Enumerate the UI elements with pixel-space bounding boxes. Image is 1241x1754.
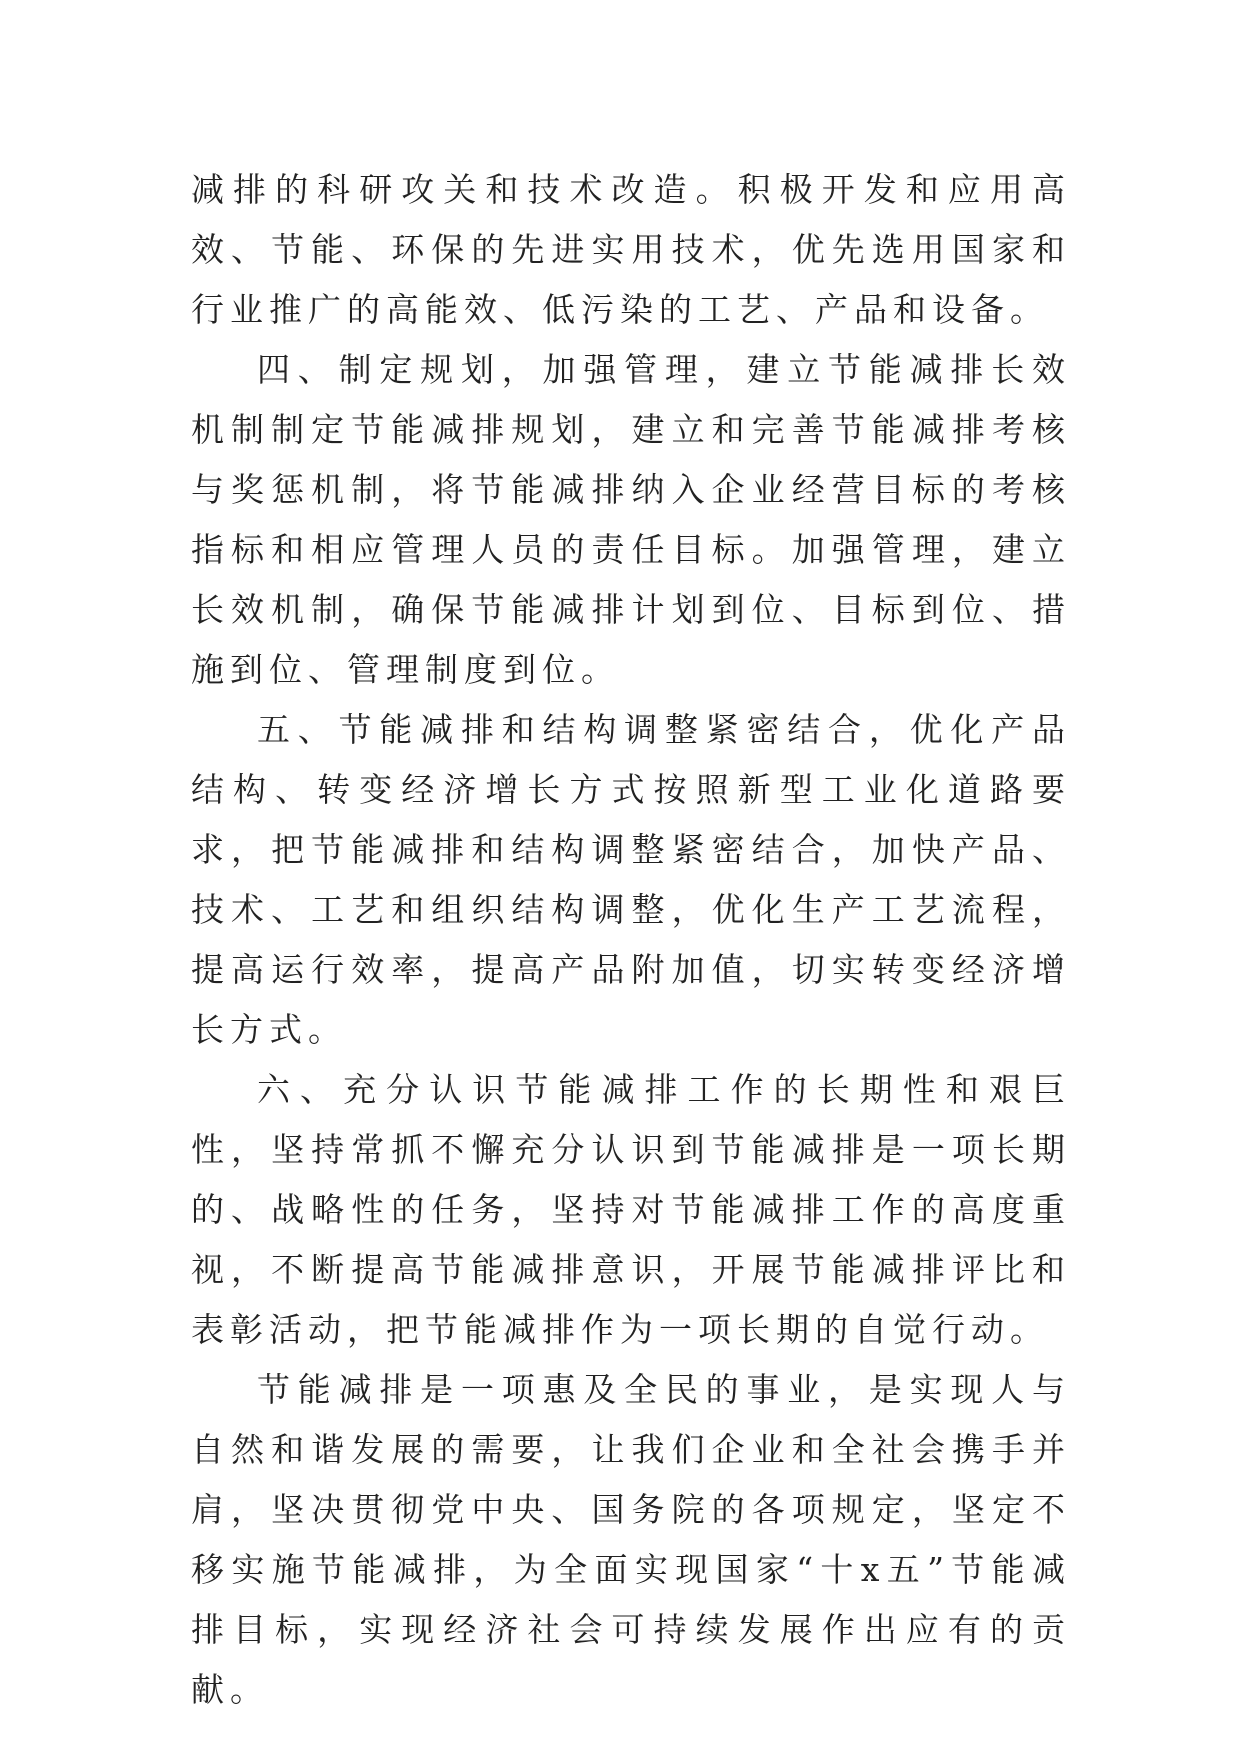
- paragraph-conclusion: 节能减排是一项惠及全民的事业，是实现人与自然和谐发展的需要，让我们企业和全社会携手并肩，坚决贯彻党中央、国务院的各项规定，坚定不移实施节能减排，为全面实现国家“十x五”节能减排目标，实现经济社会可持续发展作出应有的贡献。: [191, 1370, 1071, 1709]
- paragraph-section-four: 四、制定规划，加强管理，建立节能减排长效机制制定节能减排规划，建立和完善节能减排考核与奖惩机制，将节能减排纳入企业经营目标的考核指标和相应管理人员的责任目标。加强管理，建立长效机制，确保节能减排计划到位、目标到位、措施到位、管理制度到位。: [191, 350, 1071, 689]
- paragraph-continuation: 减排的科研攻关和技术改造。积极开发和应用高效、节能、环保的先进实用技术，优先选用国家和行业推广的高能效、低污染的工艺、产品和设备。: [191, 170, 1071, 329]
- paragraph-section-five: 五、节能减排和结构调整紧密结合，优化产品结构、转变经济增长方式按照新型工业化道路要求，把节能减排和结构调整紧密结合，加快产品、技术、工艺和组织结构调整，优化生产工艺流程，提高运行效率，提高产品附加值，切实转变经济增长方式。: [191, 710, 1071, 1049]
- document-body: [191, 160, 1071, 1720]
- paragraph-section-six: 六、充分认识节能减排工作的长期性和艰巨性，坚持常抓不懈充分认识到节能减排是一项长期的、战略性的任务，坚持对节能减排工作的高度重视，不断提高节能减排意识，开展节能减排评比和表彰活动，把节能减排作为一项长期的自觉行动。: [191, 1070, 1071, 1349]
